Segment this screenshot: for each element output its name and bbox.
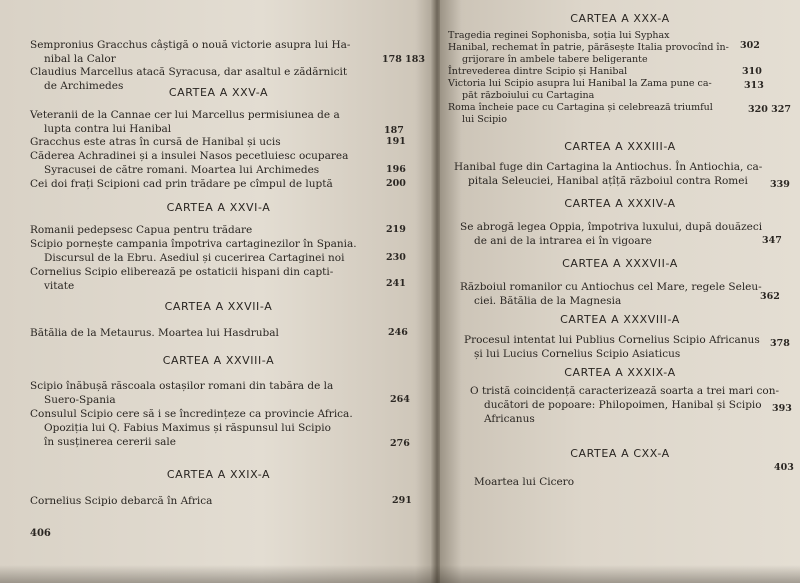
entry-line: Roma încheie pace cu Cartagina și celebrează triumful [448,102,713,113]
chapter-heading: CARTEA A XXXIII-A [564,140,676,153]
page-number: 310 [742,66,762,77]
entry-line: Scipio pornește campania împotriva cartaginezilor în Spania. [30,238,357,250]
toc-entry [448,30,670,42]
toc-entry [30,177,406,191]
entry-line: Bătălia de la Metaurus. Moartea lui Hasdrubal [30,327,279,339]
page-number: 196 [386,164,406,175]
entry-line: ciei. Bătălia de la Magnesia [474,295,622,307]
bottom-shadow [0,565,800,583]
entry-line: Tragedia reginei Sophonisba, soția lui Syphax [448,30,670,41]
entry-line: lui Scipio [462,114,507,125]
entry-line: Africanus [484,413,535,425]
chapter-heading: CARTEA A XXVII-A [164,300,273,313]
entry-line: Consulul Scipio cere să i se încredințeze ca provincie Africa. [30,408,353,420]
entry-line: Suero-Spania [44,394,116,406]
page-number: 276 [390,438,410,449]
toc-entry [30,135,406,149]
entry-line: Căderea Achradinei și a insulei Nasos pecetluiesc ocuparea [30,150,349,162]
chapter-heading: CARTEA A CXX-A [570,447,670,460]
toc-entry [30,38,350,66]
page-folio: 406 [30,528,51,539]
entry-line: lupta contra lui Hanibal [44,123,172,135]
entry-line: Claudius Marcellus atacă Syracusa, dar asaltul e zădărnicit [30,66,348,78]
entry-line: Cornelius Scipio eliberează pe ostaticii hispani din capti- [30,266,334,278]
page-number: 246 [388,327,408,338]
entry-line: Se abrogă legea Oppia, împotriva luxului, după douăzeci [460,221,763,233]
entry-line: Procesul intentat lui Publius Cornelius Scipio Africanus [464,334,760,346]
entry-line: pitala Seleuciei, Hanibal ațîță războiul contra Romei [468,175,748,187]
page-number: 187 [384,125,404,136]
page-number: 362 [760,291,780,302]
page-number: 347 [762,235,782,246]
toc-entry [448,40,760,66]
page-number: 339 [770,179,790,190]
entry-line: nibal la Calor [44,53,116,65]
entry-line: Scipio înăbușă răscoala ostașilor romani din tabăra de la [30,380,334,392]
chapter-heading: CARTEA A XXXVIII-A [560,313,680,326]
page-number: 230 [386,252,406,263]
entry-line: O tristă coincidență caracterizează soarta a trei mari con- [470,385,780,397]
chapter-heading: CARTEA A XXV-A [168,86,269,99]
toc-entry [460,220,782,248]
entry-line: ducători de popoare: Philopoimen, Hanibal și Scipio [484,399,762,411]
entry-line: Opoziția lui Q. Fabius Maximus și răspunsul lui Scipio [44,422,331,434]
chapter-heading: CARTEA A XXVI-A [166,201,271,214]
toc-entry [30,326,408,340]
toc-entry [30,407,410,449]
page-number: 291 [392,495,412,506]
entry-line: Cornelius Scipio debarcă în Africa [30,495,213,507]
page-number: 219 [386,224,406,235]
page-number: 378 [770,338,790,349]
entry-line: Veteranii de la Cannae cer lui Marcellus permisiunea de a [30,109,340,121]
entry-line: Moartea lui Cicero [474,476,575,488]
entry-line: și lui Lucius Cornelius Scipio Asiaticus [474,348,681,360]
page-number: 241 [386,278,406,289]
entry-line: Discursul de la Ebru. Asediul și cucerirea Cartaginei noi [44,252,345,264]
toc-entry [470,384,792,426]
toc-entry [460,280,780,308]
toc-entry [448,66,762,78]
entry-line: Cei doi frați Scipioni cad prin trădare pe cîmpul de luptă [30,178,333,190]
page-number: 200 [386,178,406,189]
entry-line: grijorare în ambele tabere beligerante [462,54,648,65]
page-number: 393 [772,403,792,414]
page-number: 313 [744,80,764,91]
entry-line: Sempronius Gracchus câștigă o nouă victorie asupra lui Ha- [30,39,351,51]
entry-line: Războiul romanilor cu Antiochus cel Mare, regele Seleu- [460,281,762,293]
entry-line: Victoria lui Scipio asupra lui Hanibal la Zama pune ca- [448,78,712,89]
toc-entry [30,265,406,293]
page-number: 178 183 [382,54,425,65]
page-number: 302 [740,40,760,51]
toc-entry [30,149,406,177]
toc-entry [30,494,412,508]
chapter-heading: CARTEA A XXXVII-A [562,257,678,270]
entry-line: Hanibal fuge din Cartagina la Antiochus. În Antiochia, ca- [454,161,763,173]
entry-line: păt războiului cu Cartagina [462,90,595,101]
chapter-heading: CARTEA A XXXIV-A [564,197,676,210]
page-number: 264 [390,394,410,405]
right-page [440,0,800,583]
toc-entry [30,379,410,407]
entry-line: vitate [44,280,75,292]
toc-entry [464,333,790,361]
toc-entry [30,237,406,265]
entry-line: Hanibal, rechemat în patrie, părăsește Italia provocînd în- [448,42,729,53]
entry-line: Syracusei de către romani. Moartea lui Archimedes [44,164,320,176]
page-number: 403 [774,462,794,473]
entry-line: în susținerea cererii sale [44,436,177,448]
entry-line: Gracchus este atras în cursă de Hanibal și ucis [30,136,281,148]
entry-line: de Archimedes [44,80,124,92]
toc-entry [448,102,791,126]
entry-line: Întrevederea dintre Scipio și Hanibal [448,66,628,77]
chapter-heading: CARTEA A XXX-A [570,12,670,25]
page-number: 320 327 [748,104,791,115]
chapter-heading: CARTEA A XXXIX-A [564,366,676,379]
chapter-heading: CARTEA A XXVIII-A [162,354,275,367]
page-number: 191 [386,136,406,147]
entry-line: Romanii pedepsesc Capua pentru trădare [30,224,253,236]
toc-entry [474,462,794,489]
toc-entry [454,160,790,190]
entry-line: de ani de la intrarea ei în vigoare [474,235,652,247]
toc-entry [30,223,406,237]
toc-entry [30,108,404,136]
chapter-heading: CARTEA A XXIX-A [166,468,271,481]
toc-entry [448,78,764,102]
